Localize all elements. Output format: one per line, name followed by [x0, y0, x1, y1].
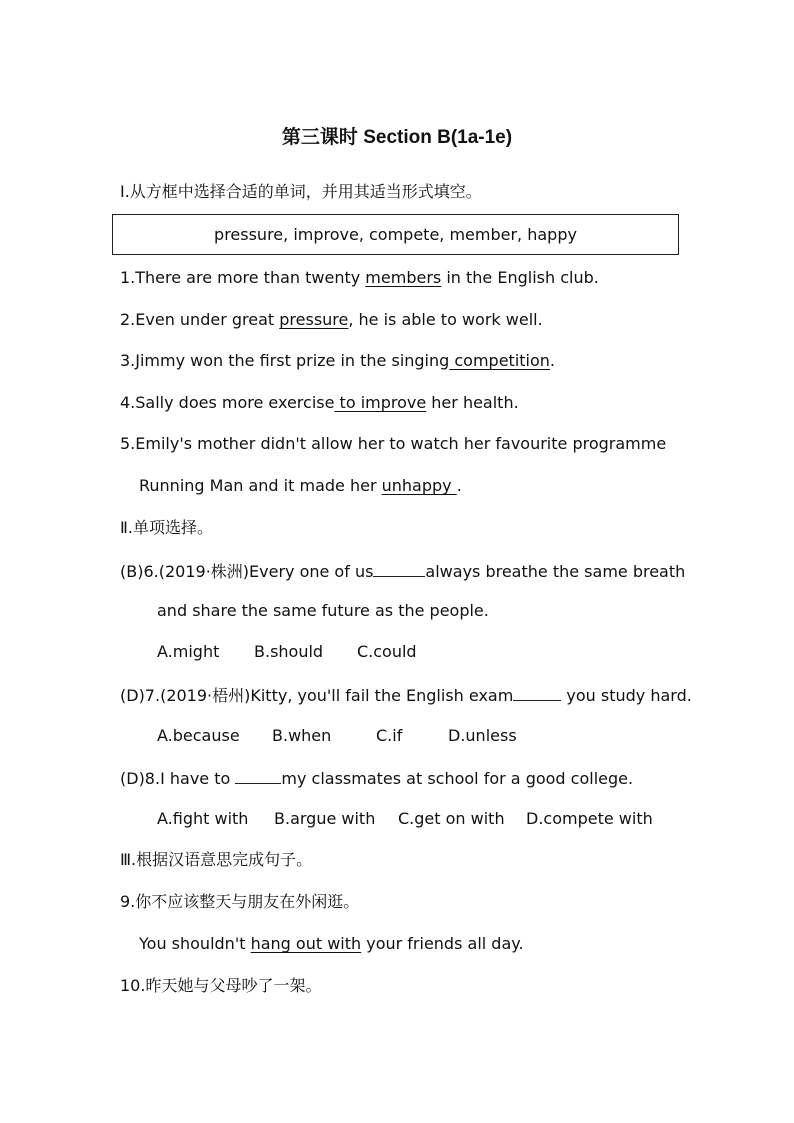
- item-answer: members: [365, 268, 442, 287]
- item-5: [120, 434, 666, 454]
- item-1: [120, 268, 599, 288]
- question-6: [120, 560, 685, 582]
- question-10-chinese: 10.昨天她与父母吵了一架。: [120, 976, 322, 995]
- item-text: .: [549, 351, 556, 370]
- question-7: [120, 684, 692, 706]
- item-4: [120, 393, 519, 413]
- question-6-cont: and share the same future as the people.: [157, 601, 489, 620]
- item-answer: competition: [449, 351, 550, 370]
- question-text: (D)8.I have to: [120, 769, 236, 788]
- item-3: [120, 351, 555, 371]
- item-text: 2.Even under great: [120, 310, 280, 329]
- option-b: B.argue with: [274, 809, 376, 828]
- option-b: B.when: [272, 726, 332, 745]
- option-d: D.unless: [448, 726, 517, 745]
- item-answer: hang out with: [250, 934, 362, 953]
- option-b: B.should: [254, 642, 324, 661]
- answer-blank: [513, 684, 561, 701]
- item-text: Running Man and it made her: [139, 476, 382, 495]
- item-text: You shouldn't: [139, 934, 251, 953]
- question-text: you study hard.: [561, 686, 692, 705]
- option-d: D.compete with: [526, 809, 653, 828]
- option-c: C.get on with: [398, 809, 505, 828]
- item-5-cont: [139, 476, 462, 496]
- item-answer: pressure: [279, 310, 349, 329]
- item-answer: unhappy: [381, 476, 457, 495]
- option-a: A.because: [157, 726, 240, 745]
- question-9-chinese: 9.你不应该整天与朋友在外闲逛。: [120, 892, 360, 911]
- option-c: C.if: [376, 726, 403, 745]
- section2-heading: Ⅱ.单项选择。: [120, 518, 213, 537]
- option-c: C.could: [357, 642, 417, 661]
- item-text: 3.Jimmy won the first prize in the singing: [120, 351, 450, 370]
- question-8: [120, 767, 633, 789]
- question-text: (B)6.(2019·株洲)Every one of us: [120, 562, 374, 581]
- question-9-answer: [139, 934, 524, 954]
- word-box: [112, 214, 679, 255]
- item-2: [120, 310, 543, 330]
- item-text: your friends all day.: [361, 934, 524, 953]
- item-text: 4.Sally does more exercise: [120, 393, 335, 412]
- answer-blank: [235, 767, 281, 784]
- question-text: always breathe the same breath: [425, 562, 686, 581]
- item-text: .: [456, 476, 462, 495]
- question-text: my classmates at school for a good college.: [281, 769, 634, 788]
- section3-heading: Ⅲ.根据汉语意思完成句子。: [120, 850, 313, 869]
- item-text: in the English club.: [441, 268, 599, 287]
- item-text: her health.: [426, 393, 519, 412]
- option-a: A.fight with: [157, 809, 249, 828]
- item-text: 5.Emily's mother didn't allow her to watch her favourite programme: [120, 434, 667, 453]
- question-text: (D)7.(2019·梧州)Kitty, you'll fail the English exam: [120, 686, 514, 705]
- page-title: 第三课时 Section B(1a-1e): [281, 127, 513, 148]
- word-box-text: pressure, improve, compete, member, happy: [214, 225, 577, 244]
- item-text: 1.There are more than twenty: [120, 268, 366, 287]
- option-a: A.might: [157, 642, 220, 661]
- item-answer: to improve: [334, 393, 427, 412]
- answer-blank: [373, 560, 425, 577]
- section1-heading: Ⅰ.从方框中选择合适的单词，并用其适当形式填空。: [120, 182, 482, 201]
- item-text: , he is able to work well.: [348, 310, 543, 329]
